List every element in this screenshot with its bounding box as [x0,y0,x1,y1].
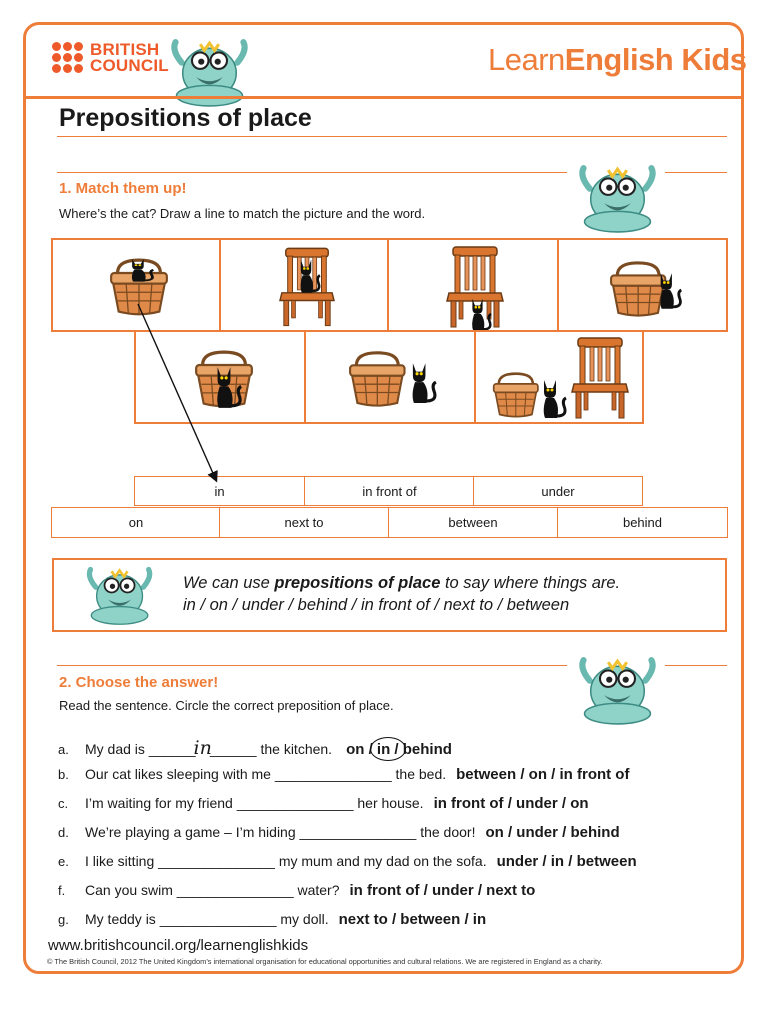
brand-english-kids: English Kids [564,42,747,77]
word-box-between[interactable]: between [388,507,558,538]
header-divider [26,96,741,99]
question-letter: c. [58,796,69,811]
monster-mascot-icon [80,566,160,626]
question-text: Our cat likes sleeping with me _______________ the bed. [85,766,447,782]
info-text-a: We can use [183,574,275,592]
monster-mascot-icon [578,656,658,726]
question-text: I’m waiting for my friend _______________ her house. [85,795,424,811]
section1-rule-right [665,172,727,173]
word-box-behind[interactable]: behind [557,507,728,538]
answer-options[interactable]: next to / between / in [338,911,487,928]
question-letter: b. [58,767,69,782]
footer-copyright: © The British Council, 2012 The United Kingdom’s international organisation for educational opportunities and cultural relations. We are registered in England as a charity. [47,957,603,966]
section2-rule-right [665,665,727,666]
chair-icon [492,336,632,422]
section2-heading: 2. Choose the answer! [59,674,219,691]
section2-rule-left [57,665,567,666]
word-box-in-front-of[interactable]: in front of [304,476,475,506]
basket-icon [609,260,684,320]
options-text: on / in / behind [346,741,452,758]
question-text: My dad is ______ [85,741,196,757]
question-text: I like sitting _______________ my mum and my dad on the sofa. [85,853,487,869]
question-e [58,853,637,870]
word-box-in[interactable]: in [134,476,305,506]
answer-options[interactable]: in front of / under / next to [349,882,536,899]
section1-rule-left [57,172,567,173]
section1-heading: 1. Match them up! [59,180,187,197]
basket-icon [348,350,438,410]
picture-cell[interactable] [387,238,559,332]
org-name-line1: BRITISH [90,40,160,59]
answer-options[interactable]: under / in / between [496,853,637,870]
brand-learn: Learn [488,42,565,77]
question-letter: f. [58,883,66,898]
learnenglish-kids-logo [488,42,747,78]
info-text-bold: prepositions of place [274,574,441,592]
handwritten-answer: in [193,737,212,759]
section2-instruction: Read the sentence. Circle the correct preposition of place. [59,698,394,713]
question-b [58,766,629,783]
word-box-under[interactable]: under [473,476,643,506]
chair-icon [279,245,335,329]
question-text: Can you swim _______________ water? [85,882,340,898]
question-g [58,911,486,928]
answer-options[interactable]: between / on / in front of [456,766,630,783]
info-text-c: to say where things are. [440,574,621,592]
picture-cell[interactable] [219,238,389,332]
info-line-1 [183,574,620,593]
word-box-next-to[interactable]: next to [219,507,389,538]
question-c [58,795,589,812]
question-text: My teddy is _______________ my doll. [85,911,329,927]
picture-cell[interactable] [474,330,644,424]
answer-options[interactable]: on / under / behind [485,824,620,841]
question-letter: a. [58,742,69,757]
question-f [58,882,535,899]
monster-mascot-icon [578,164,658,234]
title-divider [57,136,727,137]
section1-instruction: Where’s the cat? Draw a line to match the picture and the word. [59,206,426,221]
org-name-line2: COUNCIL [90,56,169,75]
footer-url-link[interactable]: www.britishcouncil.org/learnenglishkids [48,937,309,954]
answer-options[interactable] [346,741,452,758]
chair-icon [445,245,505,331]
question-letter: d. [58,825,69,840]
answer-circle [370,737,406,761]
info-line-2: in / on / under / behind / in front of / next to / between [183,596,570,614]
question-text: ______ the kitchen. [209,741,333,757]
question-letter: g. [58,912,69,927]
british-council-dots-icon [52,42,84,74]
word-box-on[interactable]: on [51,507,221,538]
example-match-line [130,300,230,490]
question-letter: e. [58,854,69,869]
question-a [58,737,452,759]
answer-options[interactable]: in front of / under / on [433,795,589,812]
british-council-logo [52,42,169,74]
picture-cell[interactable] [304,330,476,424]
question-text: We’re playing a game – I’m hiding _______________ the door! [85,824,476,840]
picture-cell[interactable] [557,238,728,332]
page-title: Prepositions of place [59,104,312,132]
question-d [58,824,620,841]
